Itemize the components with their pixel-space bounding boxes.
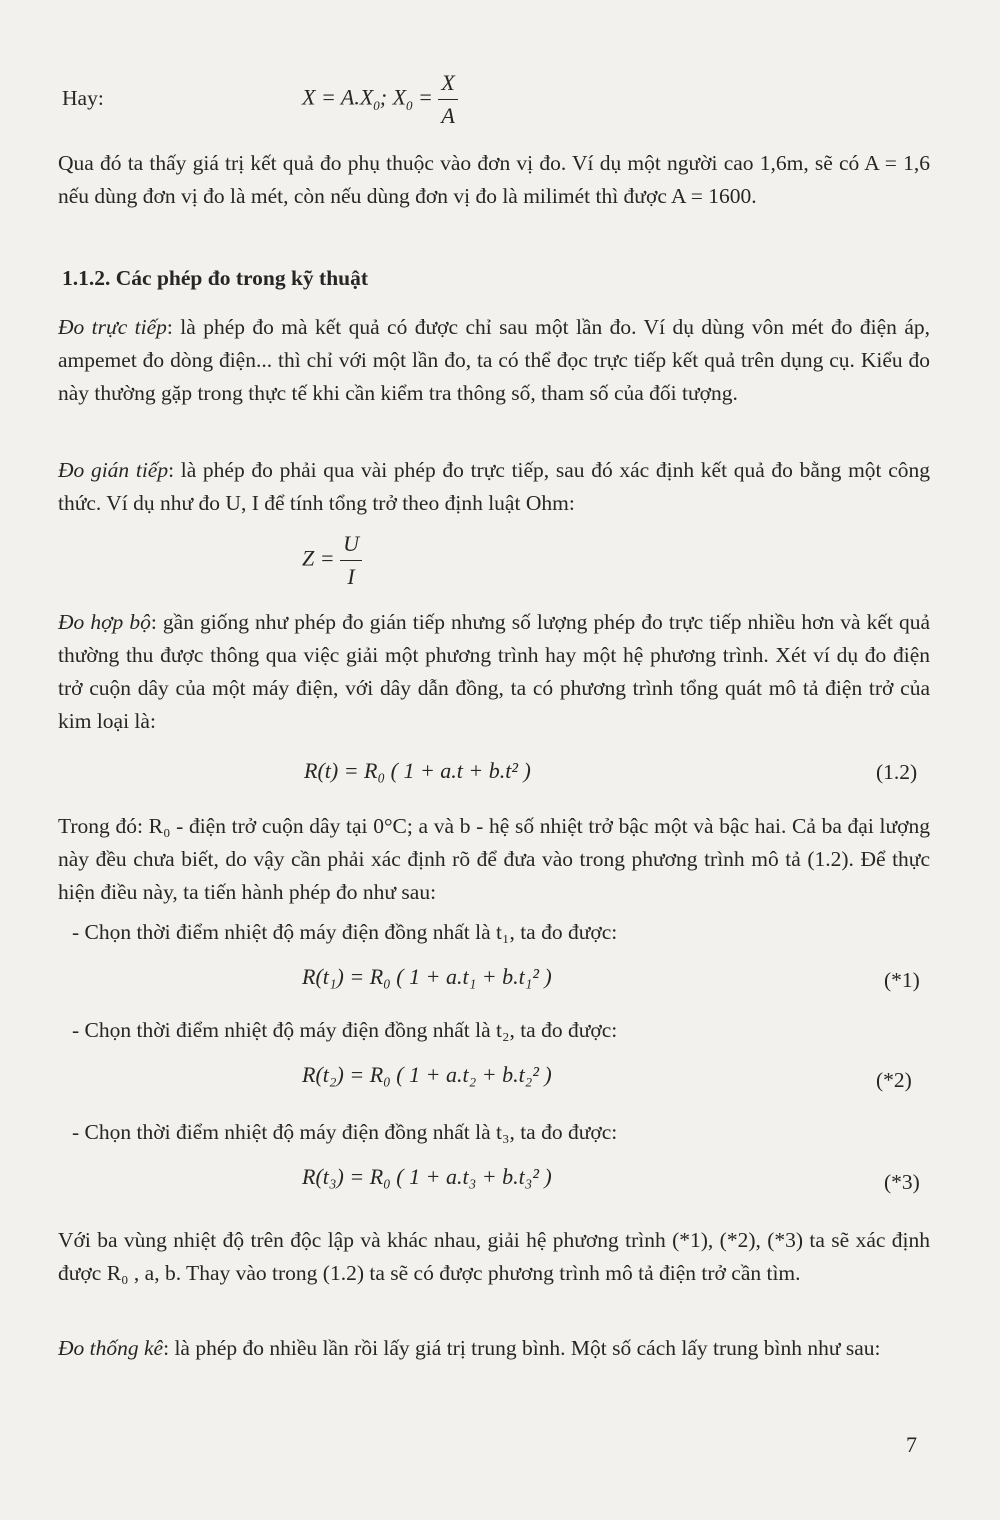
equation-1-2: R(t) = R₀ ( 1 + a.t + b.t² ) [304,758,531,783]
paragraph-solve-system: Với ba vùng nhiệt độ trên độc lập và khác nhau, giải hệ phương trình (*1), (*2), (*3) ta sẽ xác định được R₀ , a, b. Thay vào trong (1.2) ta sẽ có được phương trình mô tả điện trở cần tìm. [58,1228,930,1285]
paragraph-combined-measurement: Đo hợp bộ: gần giống như phép đo gián tiếp nhưng số lượng phép đo trực tiếp nhiều hơn và kết quả thường thu được thông qua việc giải một phương trình hay một hệ phương trình. Xét ví dụ đo điện trở cuộn dây của một máy điện, với dây dẫn đồng, ta có phương trình tổng quát mô tả điện trở của kim loại là: [58,610,930,733]
equation-ohm: Z = $\frac{U}{I}$ [302,531,362,590]
equation-number-star-2: (*2) [876,1068,912,1092]
hay-label: Hay: [62,86,104,110]
fraction-u-over-i: $\frac{U}{I}$ [340,531,362,590]
fraction-x-over-a: $\frac{X}{A}$ [438,70,457,129]
equation-number-star-1: (*1) [884,968,920,992]
paragraph-direct-measurement: Đo trực tiếp: là phép đo mà kết quả có được chỉ sau một lần đo. Ví dụ dùng vôn mét đo điện áp, ampemet đo dòng điện... thì chỉ với một lần đo, ta có thể đọc trực tiếp kết quả trên dụng cụ. Kiểu đo này thường gặp trong thực tế khi cần kiểm tra thông số, tham số của đối tượng. [58,315,930,405]
equation-star-1: R(t₁) = R₀ ( 1 + a.t₁ + b.t₁² ) [302,964,552,989]
paragraph-where: Trong đó: R₀ - điện trở cuộn dây tại 0°C; a và b - hệ số nhiệt trở bậc một và bậc hai. Cả ba đại lượng này đều chưa biết, do vậy cần phải xác định rõ để đưa vào trong phương trình mô tả (1.2). Để thực hiện điều này, ta tiến hành phép đo như sau: [58,814,930,904]
equation-number-star-3: (*3) [884,1170,920,1194]
paragraph-statistical-measurement: Đo thống kê: là phép đo nhiều lần rồi lấy giá trị trung bình. Một số cách lấy trung bình như sau: [58,1336,881,1360]
paragraph-unit-dependence: Qua đó ta thấy giá trị kết quả đo phụ thuộc vào đơn vị đo. Ví dụ một người cao 1,6m, sẽ có A = 1,6 nếu dùng đơn vị đo là mét, còn nếu dùng đơn vị đo là milimét thì được A = 1600. [58,151,930,208]
step-3-text: - Chọn thời điểm nhiệt độ máy điện đồng nhất là t₃, ta đo được: [72,1120,618,1144]
equation-star-3: R(t₃) = R₀ ( 1 + a.t₃ + b.t₃² ) [302,1164,552,1189]
equation-hay: $X = A.X_0$; $X_0$ = $\frac{X}{A}$ [302,70,458,129]
page-number: 7 [906,1432,917,1457]
equation-star-2: R(t₂) = R₀ ( 1 + a.t₂ + b.t₂² ) [302,1062,552,1087]
section-heading: 1.1.2. Các phép đo trong kỹ thuật [62,266,369,290]
step-2-text: - Chọn thời điểm nhiệt độ máy điện đồng nhất là t₂, ta đo được: [72,1018,618,1042]
paragraph-indirect-measurement: Đo gián tiếp: là phép đo phải qua vài phép đo trực tiếp, sau đó xác định kết quả đo bằng một công thức. Ví dụ như đo U, I để tính tổng trở theo định luật Ohm: [58,458,930,515]
step-1-text: - Chọn thời điểm nhiệt độ máy điện đồng nhất là t₁, ta đo được: [72,920,618,944]
equation-number-1-2: (1.2) [876,760,918,784]
